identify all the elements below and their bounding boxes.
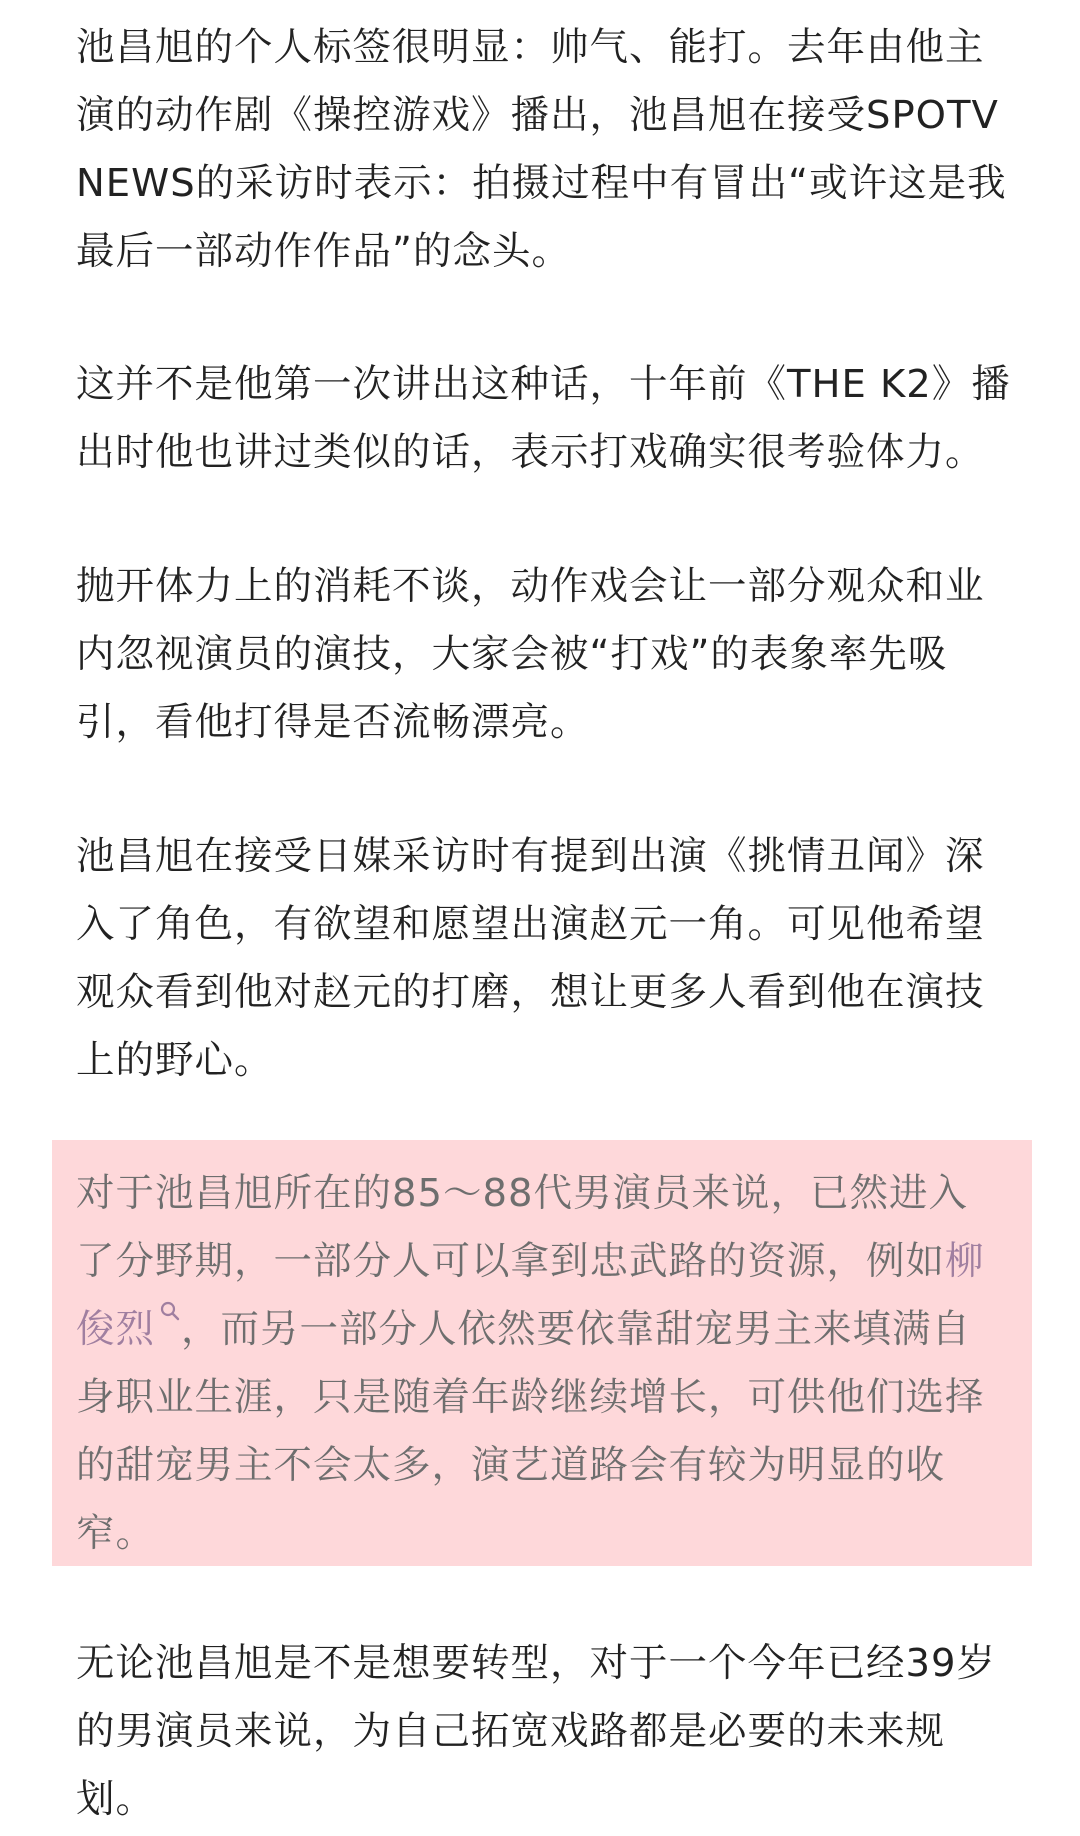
text-line bbox=[76, 1228, 1006, 1296]
text-line: 入了角色，有欲望和愿望出演赵元一角。可见他希望 bbox=[76, 902, 985, 947]
text-segment: ，而另一部分人依然要依靠甜宠男主来填满自 bbox=[181, 1307, 972, 1352]
paragraph-5 bbox=[76, 1630, 1006, 1834]
text-line: 的男演员来说，为自己拓宽戏路都是必要的未来规 bbox=[76, 1709, 946, 1754]
text-line: 池昌旭的个人标签很明显：帅气、能打。去年由他主 bbox=[76, 25, 985, 70]
text-line: NEWS的采访时表示：拍摄过程中有冒出“或许这是我 bbox=[76, 161, 1007, 206]
text-line bbox=[76, 1296, 1006, 1364]
text-line: 池昌旭在接受日媒采访时有提到出演《挑情丑闻》深 bbox=[76, 834, 985, 879]
person-link-part1[interactable]: 柳 bbox=[945, 1239, 985, 1284]
text-line: 的甜宠男主不会太多，演艺道路会有较为明显的收 bbox=[76, 1443, 946, 1488]
text-line: 内忽视演员的演技，大家会被“打戏”的表象率先吸 bbox=[76, 632, 948, 677]
text-line: 划。 bbox=[76, 1777, 156, 1822]
text-line: 演的动作剧《操控游戏》播出，池昌旭在接受SPOTV bbox=[76, 93, 999, 138]
highlighted-paragraph bbox=[76, 1160, 1006, 1568]
paragraph-4 bbox=[76, 823, 1006, 1095]
text-line: 上的野心。 bbox=[76, 1038, 274, 1083]
text-line: 无论池昌旭是不是想要转型，对于一个今年已经39岁 bbox=[76, 1641, 996, 1686]
search-icon[interactable] bbox=[159, 1300, 181, 1322]
text-line: 窄。 bbox=[76, 1511, 156, 1556]
text-line: 最后一部动作作品”的念头。 bbox=[76, 229, 571, 274]
paragraph-2 bbox=[76, 351, 1011, 487]
text-segment: 了分野期，一部分人可以拿到忠武路的资源，例如 bbox=[76, 1239, 946, 1284]
text-line: 这并不是他第一次讲出这种话，十年前《THE K2》播 bbox=[76, 362, 1011, 407]
text-line: 观众看到他对赵元的打磨，想让更多人看到他在演技 bbox=[76, 970, 985, 1015]
text-line: 身职业生涯，只是随着年龄继续增长，可供他们选择 bbox=[76, 1375, 985, 1420]
paragraph-3 bbox=[76, 553, 1006, 757]
text-line: 抛开体力上的消耗不谈，动作戏会让一部分观众和业 bbox=[76, 564, 985, 609]
person-link-part2[interactable]: 俊烈 bbox=[76, 1307, 156, 1352]
text-line: 出时他也讲过类似的话，表示打戏确实很考验体力。 bbox=[76, 430, 985, 475]
text-line: 对于池昌旭所在的85～88代男演员来说，已然进入 bbox=[76, 1171, 968, 1216]
paragraph-1 bbox=[76, 14, 1006, 286]
text-line: 引，看他打得是否流畅漂亮。 bbox=[76, 700, 590, 745]
